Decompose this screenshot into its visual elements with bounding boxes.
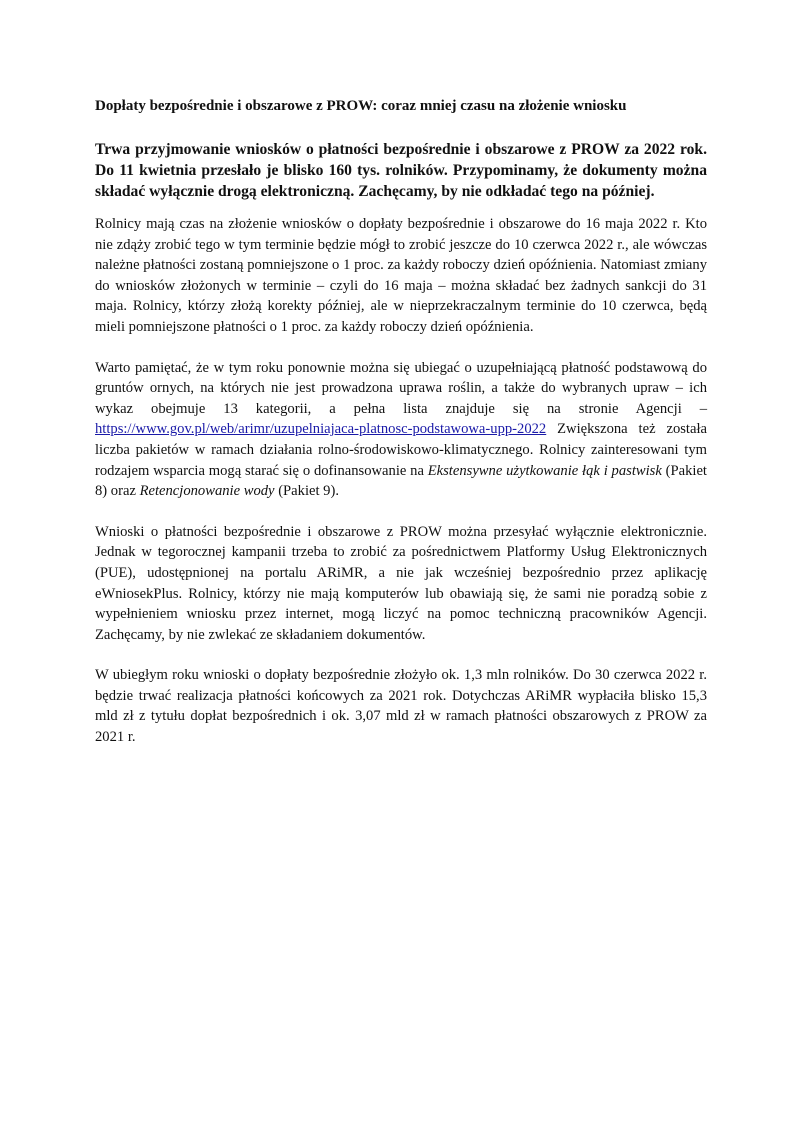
paragraph-text: Warto pamiętać, że w tym roku ponownie można się ubiegać o uzupełniającą płatność podstawową do gruntów ornych, na których nie jest prowadzona uprawa roślin, a także do wybranych upraw – ich wykaz obejmuje 13 kategorii, a pełna lista znajduje się na stronie Agencji – xyxy=(95,359,707,417)
paragraph-last-year-stats: W ubiegłym roku wnioski o dopłaty bezpośrednie złożyło ok. 1,3 mln rolników. Do 30 czerwca 2022 r. będzie trwać realizacja płatności końcowych za 2021 rok. Dotychczas ARiMR wypłaciła blisko 15,3 mld zł z tytułu dopłat bezpośrednich i ok. 3,07 mld zł w ramach płatności obszarowych z PROW za 2021 r. xyxy=(95,667,707,746)
package-9-name: Retencjonowanie wody xyxy=(139,483,275,500)
lead-paragraph: Trwa przyjmowanie wniosków o płatności bezpośrednie i obszarowe z PROW za 2022 rok. Do 11 kwietnia przesłało je blisko 160 tys. rolników. Przypominamy, że dokumenty można składać wyłącznie drogą elektroniczną. Zachęcamy, by nie odkładać tego na później. xyxy=(95,141,707,200)
document-title: Dopłaty bezpośrednie i obszarowe z PROW: coraz mniej czasu na złożenie wniosku xyxy=(95,98,627,114)
upp-2022-link[interactable]: https://www.gov.pl/web/arimr/uzupelniajaca-platnosc-podstawowa-upp-2022 xyxy=(95,421,547,438)
paragraph-supplementary-payment xyxy=(95,358,707,502)
paragraph-deadlines: Rolnicy mają czas na złożenie wniosków o dopłaty bezpośrednie i obszarowe do 16 maja 2022 r. Kto nie zdąży zrobić tego w tym terminie będzie mógł to zrobić jeszcze do 10 czerwca 2022 r., ale wówczas należne płatności zostaną pomniejszone o 1 proc. za każdy roboczy dzień opóźnienia. Natomiast zmiany do wniosków złożonych w terminie – czyli do 16 maja – można składać bez żadnych sankcji do 31 maja. Rolnicy, którzy złożą korekty później, ale w nieprzekraczalnym terminie do 10 czerwca, będą mieli pomniejszone płatności o 1 proc. za każdy roboczy dzień opóźnienia. xyxy=(95,216,707,335)
package-8-name: Ekstensywne użytkowanie łąk i pastwisk xyxy=(427,462,662,479)
paragraph-text: (Pakiet 9). xyxy=(274,483,339,500)
paragraph-text: (Pakiet 8) oraz xyxy=(95,462,707,500)
paragraph-electronic-submission: Wnioski o płatności bezpośrednie i obszarowe z PROW można przesyłać wyłącznie elektronicznie. Jednak w tegorocznej kampanii trzeba to zrobić za pośrednictwem Platformy Usług Elektronicznych (PUE), udostępnionej na portalu ARiMR, a nie jak wcześniej bezpośrednio przez aplikację eWniosekPlus. Rolnicy, którzy nie mają komputerów lub obawiają się, że sami nie poradzą sobie z wypełnieniem wniosku przez internet, mogą liczyć na pomoc techniczną pracowników Agencji. Zachęcamy, by nie zwlekać ze składaniem dokumentów. xyxy=(95,523,707,643)
document-page xyxy=(95,96,707,768)
paragraph-text: Zwiększona też została liczba pakietów w ramach działania rolno-środowiskowo-klimatycznego. Rolnicy zainteresowani tym rodzajem wsparcia mogą starać się o dofinansowanie na xyxy=(95,421,707,479)
